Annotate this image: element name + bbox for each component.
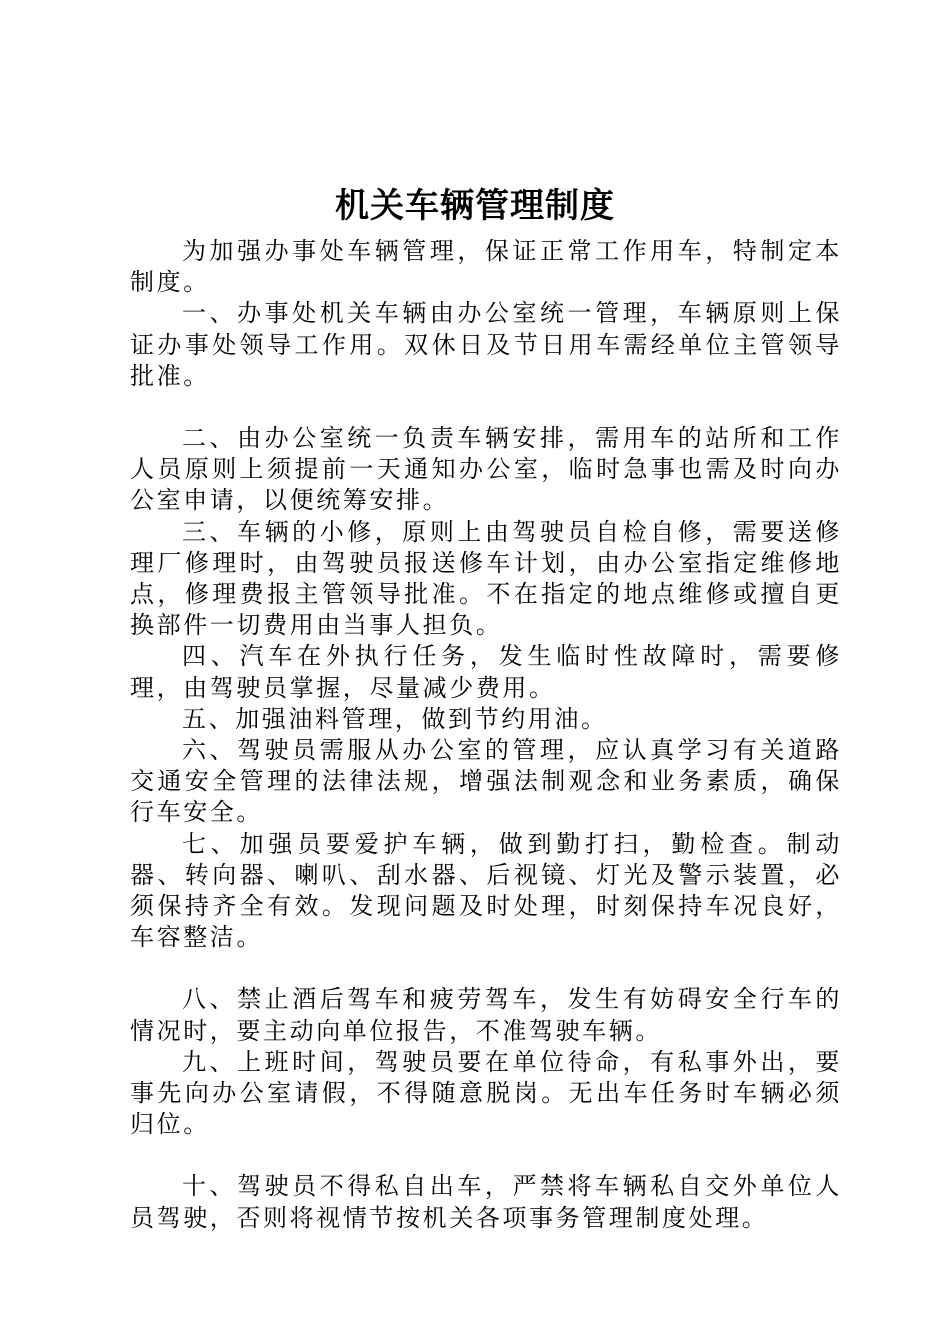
paragraph-rule-10: 十、驾驶员不得私自出车，严禁将车辆私自交外单位人员驾驶，否则将视情节按机关各项事务管理制度处理。: [130, 1172, 842, 1232]
paragraph-intro: 为加强办事处车辆管理，保证正常工作用车，特制定本制度。: [130, 237, 842, 297]
paragraph-rule-1: 一、办事处机关车辆由办公室统一管理，车辆原则上保证办事处领导工作用。双休日及节日用车需经单位主管领导批准。: [130, 299, 842, 390]
paragraph-rule-9: 九、上班时间，驾驶员要在单位待命，有私事外出，要事先向办公室请假，不得随意脱岗。无出车任务时车辆必须归位。: [130, 1047, 842, 1139]
paragraph-rule-7: 七、加强员要爱护车辆，做到勤打扫，勤检查。制动器、转向器、喇叭、刮水器、后视镜、灯光及警示装置，必须保持齐全有效。发现问题及时处理，时刻保持车况良好，车容整洁。: [130, 829, 842, 952]
paragraph-rule-5: 五、加强油料管理，做到节约用油。: [182, 704, 608, 733]
paragraph-rule-6: 六、驾驶员需服从办公室的管理，应认真学习有关道路交通安全管理的法律法规，增强法制观念和业务素质，确保行车安全。: [130, 736, 842, 827]
paragraph-rule-2: 二、由办公室统一负责车辆安排，需用车的站所和工作人员原则上须提前一天通知办公室，临时急事也需及时向办公室申请，以便统筹安排。: [130, 424, 842, 515]
paragraph-rule-8: 八、禁止酒后驾车和疲劳驾车，发生有妨碍安全行车的情况时，要主动向单位报告，不准驾驶车辆。: [130, 985, 842, 1045]
document-body: [130, 236, 842, 1234]
paragraph-rule-4: 四、汽车在外执行任务，发生临时性故障时，需要修理，由驾驶员掌握，尽量减少费用。: [130, 642, 842, 702]
document-title: 机关车辆管理制度: [335, 186, 615, 226]
paragraph-rule-3: 三、车辆的小修，原则上由驾驶员自检自修，需要送修理厂修理时，由驾驶员报送修车计划，由办公室指定维修地点，修理费报主管领导批准。不在指定的地点维修或擅自更换部件一切费用由当事人担负。: [130, 517, 842, 640]
